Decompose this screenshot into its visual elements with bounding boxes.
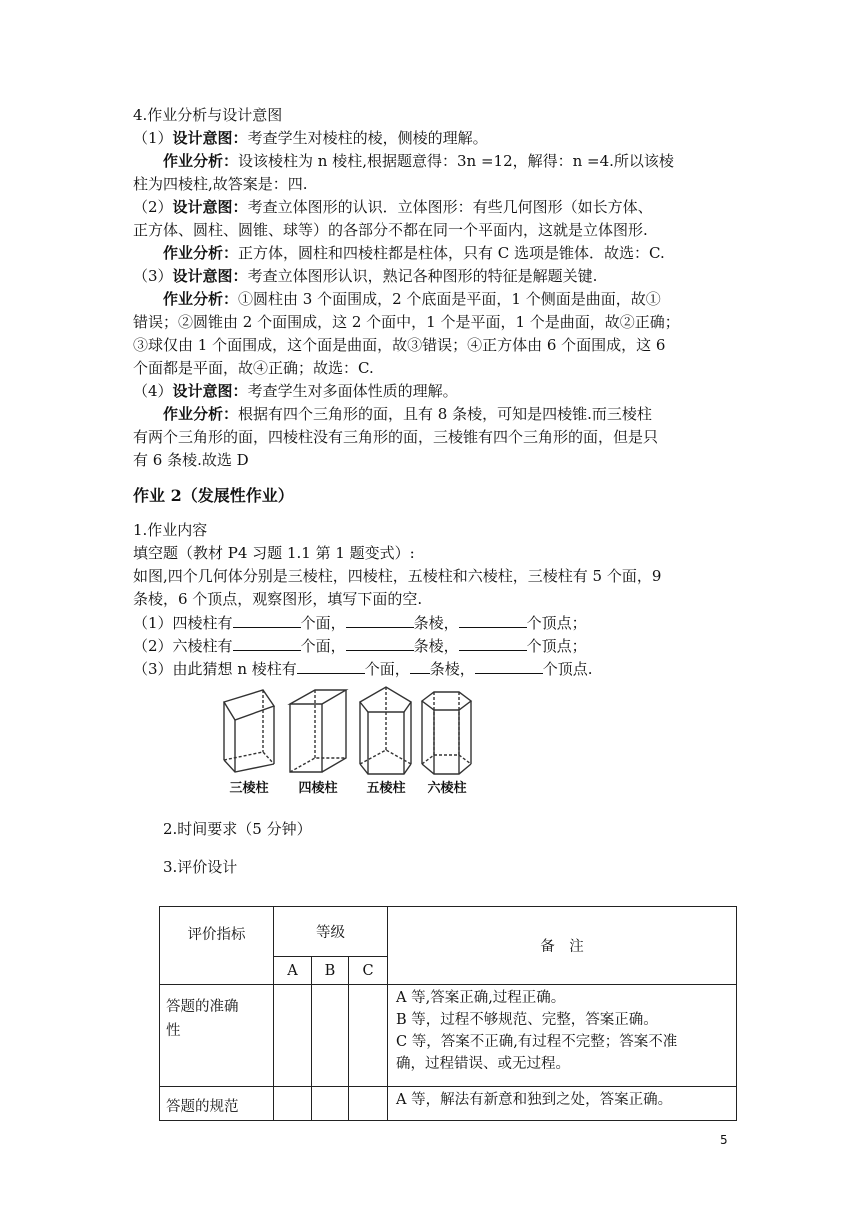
item-1-analysis-cont: 柱为四棱柱,故答案是：四. xyxy=(133,175,308,193)
item-2-intent-cont: 正方体、圆柱、圆锥、球等）的各部分不都在同一个平面内，这就是立体图形. xyxy=(133,221,648,239)
description-line-1: 如图,四个几何体分别是三棱柱，四棱柱，五棱柱和六棱柱，三棱柱有 5 个面，9 xyxy=(133,567,662,585)
fill-question-1: （1）四棱柱有 个面， 条棱， 个顶点； xyxy=(133,611,587,634)
page-number: 5 xyxy=(720,1133,728,1147)
row-notes: A 等，解法有新意和独到之处，答案正确。 xyxy=(388,1087,737,1121)
grade-cell[interactable] xyxy=(349,1087,388,1121)
item-1-intent: （1）设计意图：考查学生对棱柱的棱，侧棱的理解。 xyxy=(133,129,488,147)
answer-blank[interactable] xyxy=(459,634,527,651)
evaluation-title: 3.评价设计 xyxy=(163,858,238,876)
figure-label-triangular: 三棱柱 xyxy=(229,781,269,796)
grade-cell[interactable] xyxy=(274,985,312,1087)
quadrangular-prism xyxy=(290,690,346,772)
answer-blank[interactable] xyxy=(346,634,414,651)
answer-blank[interactable] xyxy=(410,657,430,674)
grade-cell[interactable] xyxy=(312,1087,349,1121)
item-2-intent: （2）设计意图：考查立体图形的认识．立体图形：有些几何图形（如长方体、 xyxy=(133,198,653,216)
section-title: 4.作业分析与设计意图 xyxy=(133,106,283,124)
homework-heading: 作业 2（发展性作业） xyxy=(133,486,294,505)
figure-label-quadrangular: 四棱柱 xyxy=(298,781,338,796)
figure-label-pentagonal: 五棱柱 xyxy=(366,781,406,796)
header-level: 等级 xyxy=(274,907,388,957)
item-4-analysis-cont-1: 有两个三角形的面，四棱柱没有三角形的面，三棱锥有四个三角形的面，但是只 xyxy=(133,428,659,446)
prisms-illustration xyxy=(216,682,478,798)
item-4-intent: （4）设计意图：考查学生对多面体性质的理解。 xyxy=(133,382,458,400)
row-name: 答题的准确 性 xyxy=(160,985,274,1087)
level-c: C xyxy=(349,957,388,985)
evaluation-table xyxy=(159,906,737,1121)
item-3-intent: （3）设计意图：考查立体图形认识，熟记各种图形的特征是解题关键. xyxy=(133,267,598,285)
pentagonal-prism xyxy=(360,687,411,774)
description-line-2: 条棱，6 个顶点，观察图形，填写下面的空. xyxy=(133,590,423,608)
content-title: 1.作业内容 xyxy=(133,521,208,539)
fill-question-2: （2）六棱柱有 个面， 条棱， 个顶点； xyxy=(133,634,587,657)
header-indicator: 评价指标 xyxy=(160,907,274,985)
answer-blank[interactable] xyxy=(475,657,543,674)
header-notes: 备 注 xyxy=(388,907,737,985)
item-2-analysis: 作业分析：正方体，圆柱和四棱柱都是柱体，只有 C 选项是锥体．故选：C. xyxy=(163,244,665,262)
figure-label-hexagonal: 六棱柱 xyxy=(427,781,467,796)
time-requirement: 2.时间要求（5 分钟） xyxy=(163,820,312,838)
row-notes: A 等,答案正确,过程正确。 B 等，过程不够规范、完整，答案正确。 C 等，答案不正确,有过程不完整；答案不准 确，过程错误、或无过程。 xyxy=(388,985,737,1087)
answer-blank[interactable] xyxy=(346,611,414,628)
level-b: B xyxy=(312,957,349,985)
answer-blank[interactable] xyxy=(233,634,301,651)
table-row xyxy=(160,1087,737,1121)
answer-blank[interactable] xyxy=(297,657,365,674)
row-name: 答题的规范 xyxy=(160,1087,274,1121)
question-type: 填空题（教材 P4 习题 1.1 第 1 题变式）: xyxy=(133,544,415,562)
item-3-analysis: 作业分析：①圆柱由 3 个面围成，2 个底面是平面，1 个侧面是曲面，故① xyxy=(163,290,661,308)
fill-question-3: （3）由此猜想 n 棱柱有 个面， 条棱， 个顶点. xyxy=(133,657,593,680)
grade-cell[interactable] xyxy=(312,985,349,1087)
answer-blank[interactable] xyxy=(459,611,527,628)
prisms-figure xyxy=(216,682,478,798)
item-4-analysis: 作业分析：根据有四个三角形的面，且有 8 条棱，可知是四棱锥.而三棱柱 xyxy=(163,405,652,423)
table-row xyxy=(160,985,737,1087)
item-1-analysis: 作业分析：设该棱柱为 n 棱柱,根据题意得：3n =12，解得：n =4.所以该棱 xyxy=(163,152,674,170)
item-3-analysis-cont-2: ③球仅由 1 个面围成，这个面是曲面，故③错误；④正方体由 6 个面围成，这 6 xyxy=(133,336,666,354)
grade-cell[interactable] xyxy=(274,1087,312,1121)
triangular-prism xyxy=(224,690,274,772)
item-3-analysis-cont-1: 错误；②圆锥由 2 个面围成，这 2 个面中，1 个是平面，1 个是曲面，故②正确； xyxy=(133,313,680,331)
answer-blank[interactable] xyxy=(233,611,301,628)
level-a: A xyxy=(274,957,312,985)
item-3-analysis-cont-3: 个面都是平面，故④正确；故选：C. xyxy=(133,359,374,377)
hexagonal-prism xyxy=(422,692,471,774)
grade-cell[interactable] xyxy=(349,985,388,1087)
item-4-analysis-cont-2: 有 6 条棱.故选 D xyxy=(133,451,249,469)
